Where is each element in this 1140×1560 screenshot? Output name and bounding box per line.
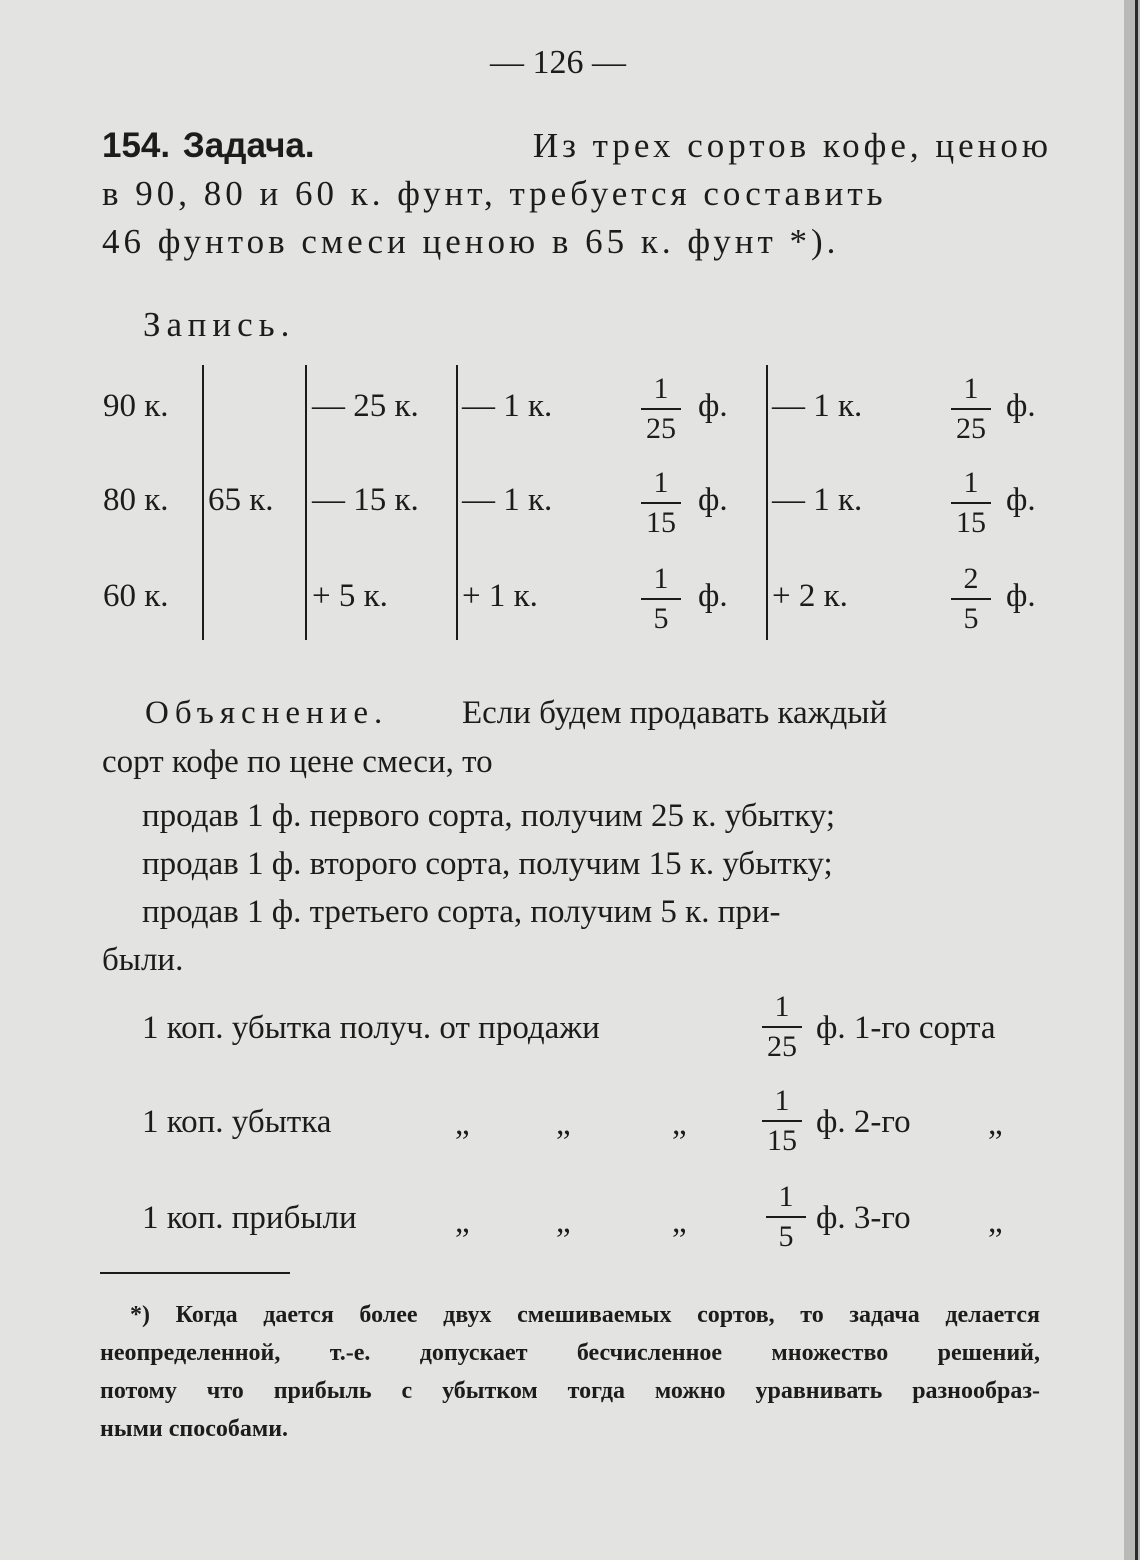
row-final-fraction: [951, 466, 991, 540]
row-price: 60 к.: [103, 578, 169, 614]
footnote-line-3: потому что прибыль с убытком тогда можно уравнивать разнообраз-: [100, 1378, 1040, 1404]
fraction-denominator: 5: [963, 602, 979, 635]
page-edge-shadow: [1135, 0, 1138, 1560]
fraction-bar: [641, 408, 681, 410]
page-number: — 126 —: [490, 44, 626, 81]
explanation-line-2: сорт кофе по цене смеси, то: [102, 744, 493, 780]
fraction-denominator: 25: [956, 412, 986, 445]
row-final: — 1 к.: [772, 482, 863, 518]
row-price: 90 к.: [103, 388, 169, 424]
explanation-title: Объяснение.: [145, 695, 389, 731]
summary-fraction: [766, 1180, 806, 1254]
table-divider: [305, 365, 307, 640]
row-unit: — 1 к.: [462, 388, 553, 424]
row-price: 80 к.: [103, 482, 169, 518]
fraction-numerator: 1: [774, 990, 790, 1023]
ditto-mark: „: [672, 1204, 687, 1240]
fraction-numerator: 1: [653, 562, 669, 595]
problem-line-2: в 90, 80 и 60 к. фунт, требуется составить: [102, 174, 887, 213]
row-unit-label: ф.: [698, 578, 728, 614]
row-fraction: [641, 466, 681, 540]
row-fraction: [641, 372, 681, 446]
fraction-bar: [766, 1216, 806, 1218]
ditto-mark: „: [988, 1204, 1003, 1240]
fraction-bar: [951, 598, 991, 600]
problem-statement: [102, 122, 1052, 266]
summary-line-end: ф. 2-го: [816, 1104, 911, 1140]
summary-fraction: [762, 990, 802, 1064]
explanation-line-5: продав 1 ф. третьего сорта, получим 5 к. при-: [142, 894, 781, 930]
row-unit: + 1 к.: [462, 578, 538, 614]
row-final-fraction: [951, 562, 991, 636]
ditto-mark: „: [556, 1204, 571, 1240]
problem-number: 154.: [102, 126, 171, 165]
ditto-mark: „: [988, 1106, 1003, 1142]
row-difference: — 15 к.: [312, 482, 419, 518]
problem-line-1-text: Из трех сортов кофе, ценою: [532, 126, 1052, 165]
problem-heading: Задача.: [182, 126, 315, 165]
fraction-bar: [951, 408, 991, 410]
fraction-bar: [641, 502, 681, 504]
fraction-denominator: 5: [653, 602, 669, 635]
row-fraction: [641, 562, 681, 636]
fraction-denominator: 15: [646, 506, 676, 539]
summary-line-end: ф. 1-го сорта: [816, 1010, 996, 1046]
footnote-line-1: *) Когда дается более двух смешиваемых сортов, то задача делается: [130, 1302, 1040, 1328]
row-unit-label: ф.: [698, 482, 728, 518]
row-final-fraction: [951, 372, 991, 446]
fraction-denominator: 15: [767, 1124, 797, 1157]
problem-line-1: [102, 122, 1052, 170]
footnote-line-2: неопределенной, т.-е. допускает бесчисленное множество решений,: [100, 1340, 1040, 1366]
summary-fraction: [762, 1084, 802, 1158]
fraction-denominator: 25: [767, 1030, 797, 1063]
fraction-bar: [762, 1120, 802, 1122]
fraction-denominator: 15: [956, 506, 986, 539]
fraction-bar: [641, 598, 681, 600]
summary-line-end: ф. 3-го: [816, 1200, 911, 1236]
summary-line-start: 1 коп. убытка получ. от продажи: [142, 1010, 600, 1046]
table-divider: [766, 365, 768, 640]
footnote-rule: [100, 1272, 290, 1274]
ditto-mark: „: [455, 1204, 470, 1240]
row-difference: + 5 к.: [312, 578, 388, 614]
row-unit: — 1 к.: [462, 482, 553, 518]
fraction-bar: [951, 502, 991, 504]
fraction-numerator: 1: [778, 1180, 794, 1213]
mix-price: 65 к.: [208, 482, 274, 518]
fraction-denominator: 25: [646, 412, 676, 445]
table-divider: [456, 365, 458, 640]
footnote-line-4: ными способами.: [100, 1416, 289, 1442]
row-final: + 2 к.: [772, 578, 848, 614]
explanation-line-4: продав 1 ф. второго сорта, получим 15 к. убытку;: [142, 846, 833, 882]
row-final-unit: ф.: [1006, 578, 1036, 614]
ditto-mark: „: [556, 1106, 571, 1142]
explanation-line-3: продав 1 ф. первого сорта, получим 25 к. убытку;: [142, 798, 836, 834]
row-difference: — 25 к.: [312, 388, 419, 424]
fraction-numerator: 1: [653, 466, 669, 499]
fraction-numerator: 1: [963, 466, 979, 499]
explanation-line-6: были.: [102, 942, 184, 978]
row-final-unit: ф.: [1006, 388, 1036, 424]
fraction-numerator: 1: [963, 372, 979, 405]
ditto-mark: „: [455, 1106, 470, 1142]
table-divider: [202, 365, 204, 640]
ditto-mark: „: [672, 1106, 687, 1142]
explanation-line-1: Если будем продавать каждый: [462, 695, 888, 731]
record-label: Запись.: [143, 305, 296, 344]
fraction-bar: [762, 1026, 802, 1028]
fraction-denominator: 5: [778, 1220, 794, 1253]
summary-line-start: 1 коп. убытка: [142, 1104, 332, 1140]
footnote: [100, 1296, 1040, 1448]
row-unit-label: ф.: [698, 388, 728, 424]
fraction-numerator: 1: [653, 372, 669, 405]
summary-line-start: 1 коп. прибыли: [142, 1200, 357, 1236]
fraction-numerator: 1: [774, 1084, 790, 1117]
row-final-unit: ф.: [1006, 482, 1036, 518]
problem-line-3: 46 фунтов смеси ценою в 65 к. фунт *).: [102, 222, 840, 261]
row-final: — 1 к.: [772, 388, 863, 424]
fraction-numerator: 2: [963, 562, 979, 595]
